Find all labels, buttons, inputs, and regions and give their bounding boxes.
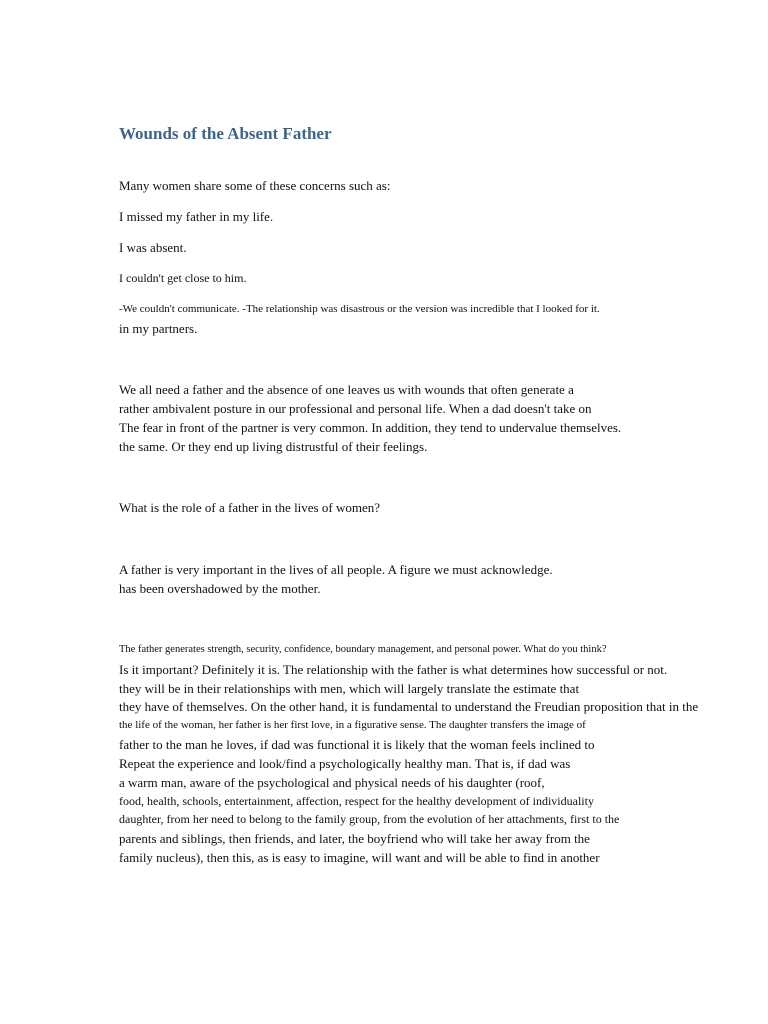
text-line: daughter, from her need to belong to the family group, from the evolution of her attachments, first to the: [119, 812, 620, 826]
document-title: Wounds of the Absent Father: [119, 124, 332, 143]
text-line: I was absent.: [119, 240, 187, 255]
text-line: Repeat the experience and look/find a psychologically healthy man. That is, if dad was: [119, 756, 571, 771]
text-line: -We couldn't communicate. -The relationship was disastrous or the version was incredible that I looked for it.: [119, 303, 600, 315]
text-line: I missed my father in my life.: [119, 209, 274, 224]
text-line: parents and siblings, then friends, and later, the boyfriend who will take her away from the: [119, 831, 590, 846]
text-line: has been overshadowed by the mother.: [119, 581, 321, 596]
text-line: in my partners.: [119, 321, 198, 336]
text-line: father to the man he loves, if dad was functional it is likely that the woman feels inclined to: [119, 737, 595, 752]
text-line: The fear in front of the partner is very common. In addition, they tend to undervalue themselves.: [119, 420, 622, 435]
text-line: the same. Or they end up living distrustful of their feelings.: [119, 439, 428, 454]
text-line: they have of themselves. On the other hand, it is fundamental to understand the Freudian proposition that in the: [119, 699, 699, 714]
text-line: I couldn't get close to him.: [119, 271, 247, 285]
text-line: A father is very important in the lives of all people. A figure we must acknowledge.: [119, 562, 553, 577]
text-line: Is it important? Definitely it is. The relationship with the father is what determines how successful or not.: [119, 662, 668, 677]
text-line: rather ambivalent posture in our professional and personal life. When a dad doesn't take on: [119, 401, 592, 416]
text-line: a warm man, aware of the psychological and physical needs of his daughter (roof,: [119, 775, 545, 790]
text-line: food, health, schools, entertainment, affection, respect for the healthy development of individuality: [119, 794, 594, 808]
section-question: What is the role of a father in the lives of women?: [119, 500, 380, 515]
text-line: Many women share some of these concerns such as:: [119, 178, 391, 193]
text-line: The father generates strength, security, confidence, boundary management, and personal power. What do you think?: [119, 644, 607, 655]
text-line: family nucleus), then this, as is easy to imagine, will want and will be able to find in another: [119, 850, 600, 865]
text-line: We all need a father and the absence of one leaves us with wounds that often generate a: [119, 382, 574, 397]
text-line: the life of the woman, her father is her first love, in a figurative sense. The daughter transfers the image of: [119, 719, 586, 731]
text-line: they will be in their relationships with men, which will largely translate the estimate that: [119, 681, 580, 696]
